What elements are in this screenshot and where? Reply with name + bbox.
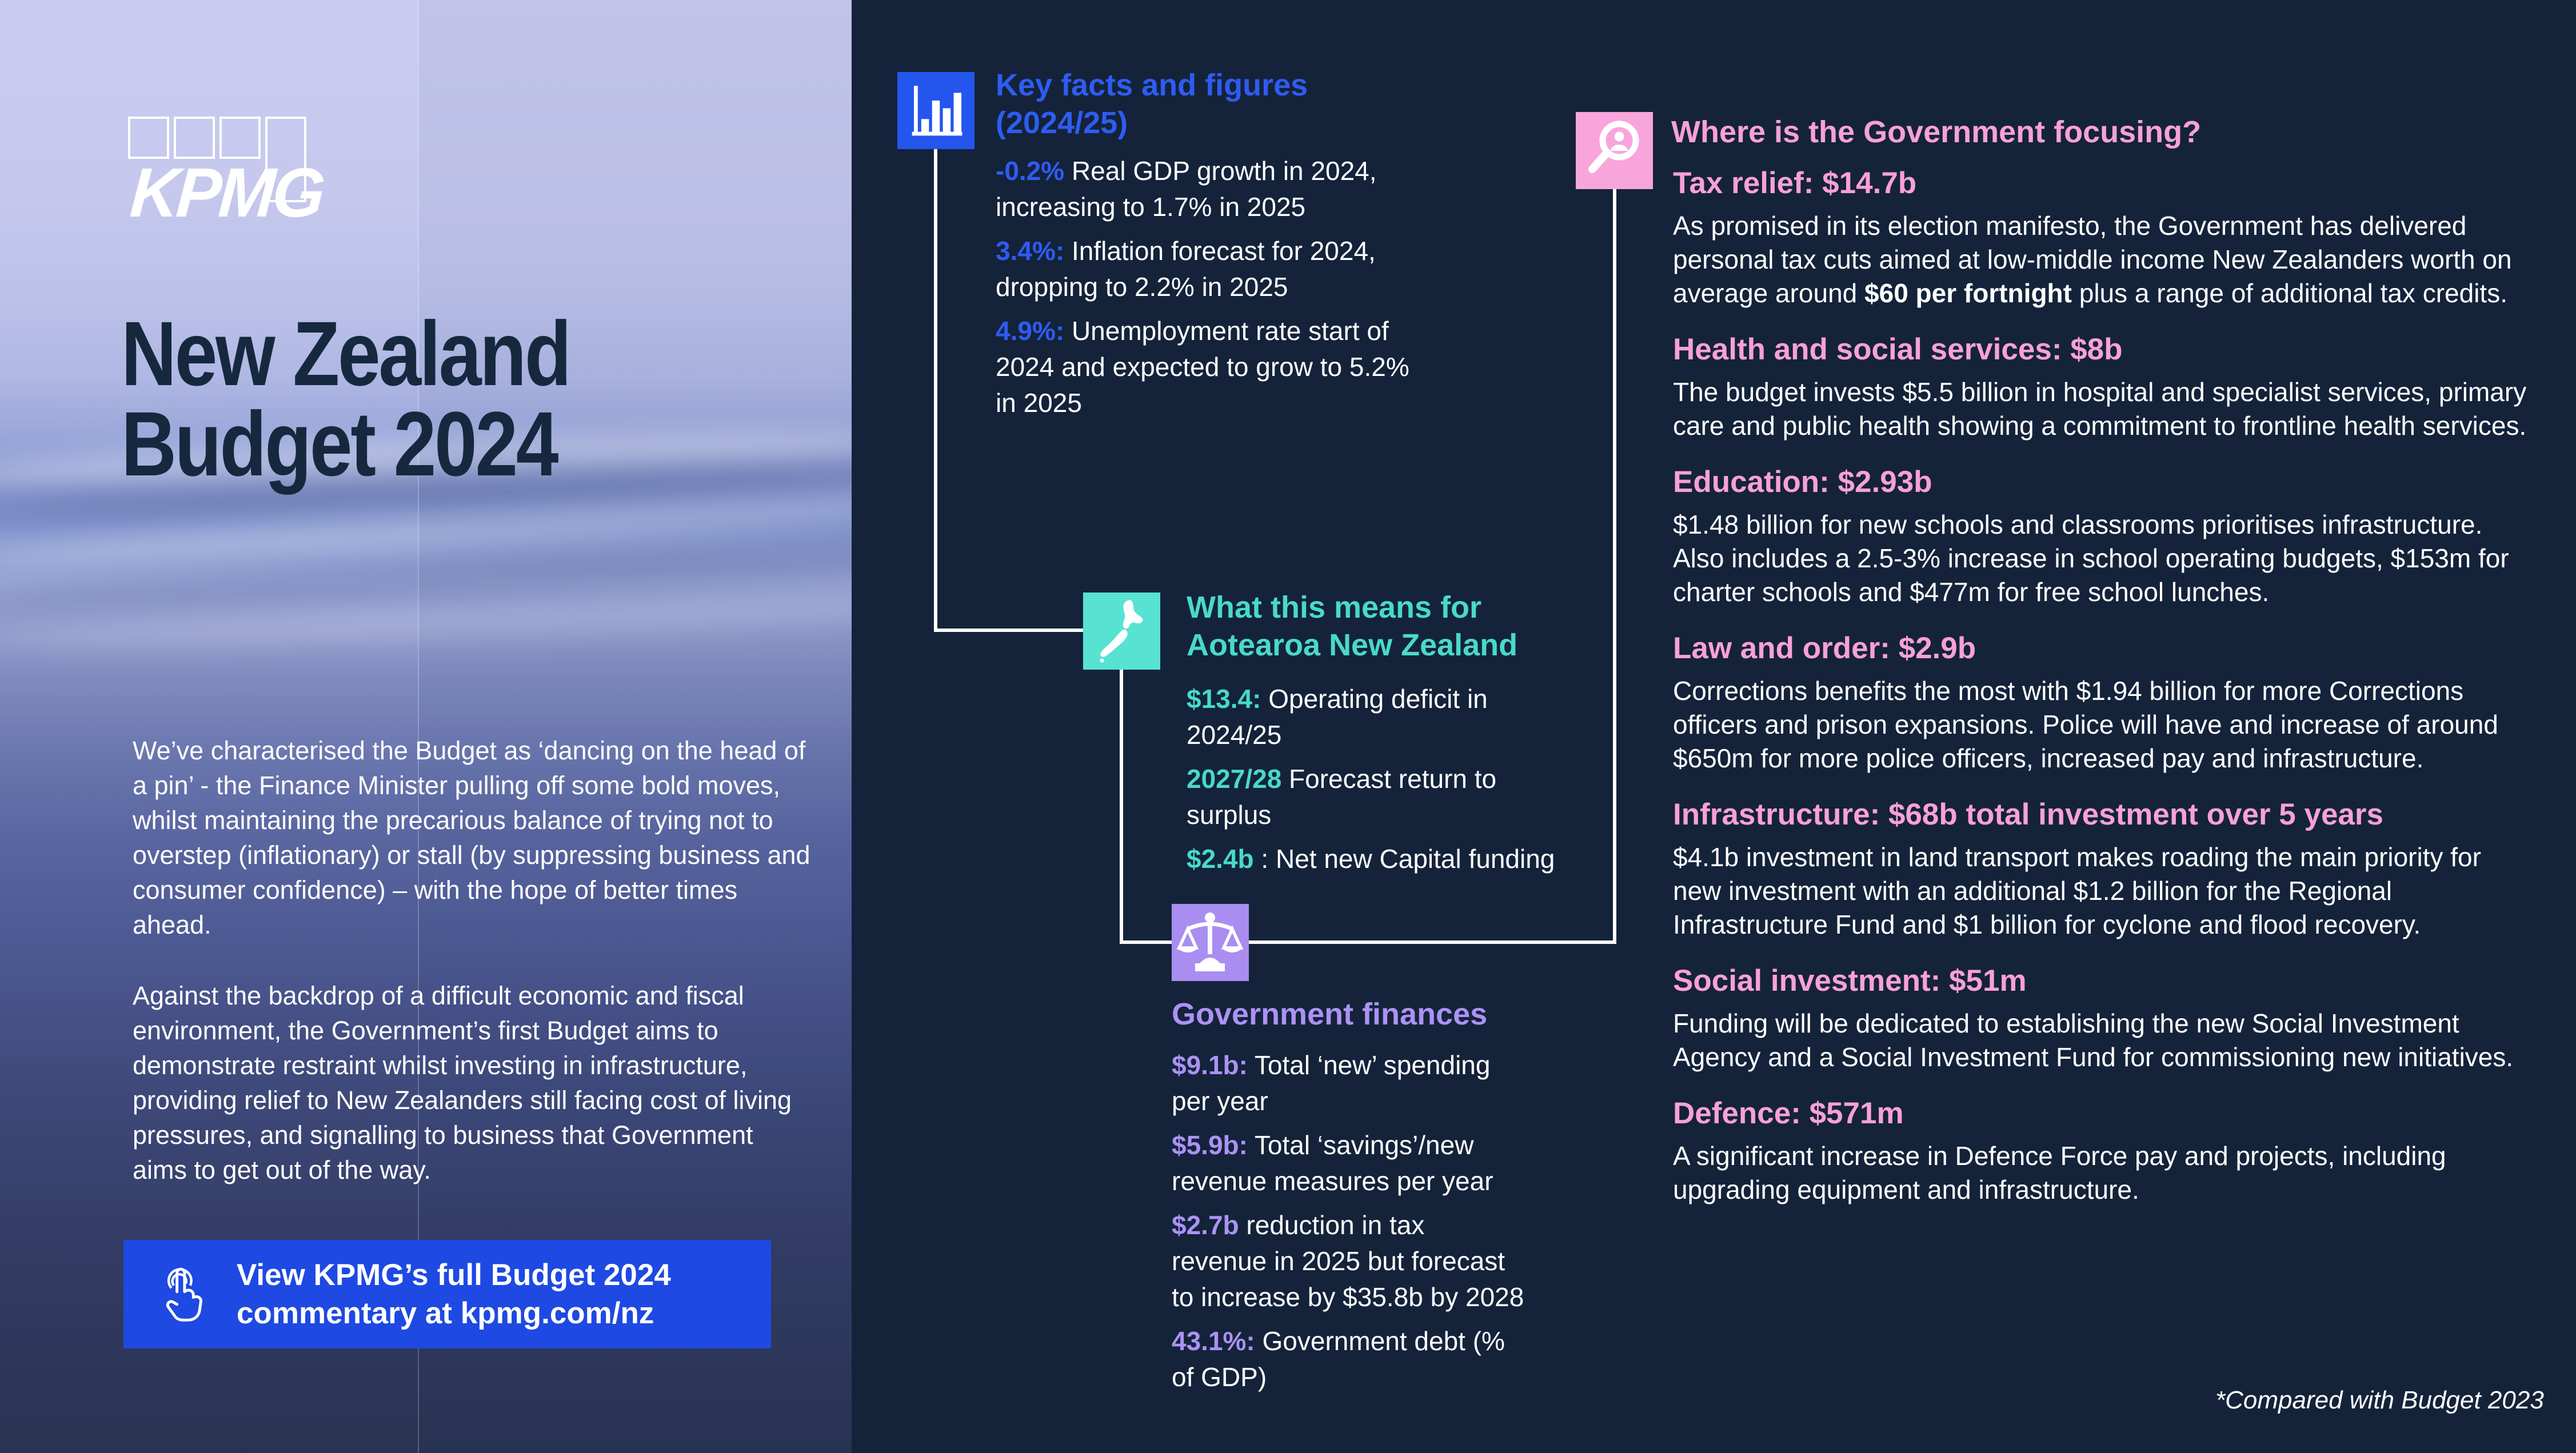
kpmg-logo	[127, 117, 334, 231]
government-finances-heading: Government finances	[1172, 997, 1488, 1031]
aotearoa-heading	[1187, 589, 1517, 664]
stat-govt-debt	[1172, 1323, 1526, 1395]
focus-section-defence	[1673, 1089, 2530, 1207]
stat-text: Operating deficit in 2024/25	[1187, 684, 1488, 750]
stat-value: $2.4b	[1187, 844, 1254, 874]
intro-paragraph-1: We’ve characterised the Budget as ‘dancing on the head of a pin’ - the Finance Minister pulling off some bold moves, whilst maintaining the precarious balance of trying not to overstep (inflationary) or stall (by suppressing business and consumer confidence) – with the hope of better times ahead.	[133, 736, 810, 939]
focus-section-body	[1673, 209, 2530, 310]
stat-text: Real GDP growth in 2024, increasing to 1.7% in 2025	[996, 156, 1377, 222]
stat-value: 2027/28	[1187, 764, 1282, 794]
focus-section-heading: Law and order: $2.9b	[1673, 631, 1976, 665]
fold-seam	[418, 0, 419, 1453]
stat-tax-revenue	[1172, 1207, 1526, 1315]
focus-section-body: Corrections benefits the most with $1.94 billion for more Corrections officers and prison expansions. Police will have and increase of around $650m for more police officers, increased pay and infrastructure.	[1673, 676, 2498, 773]
connector-line	[934, 629, 1085, 632]
page-title-line2: Budget 2024	[121, 393, 557, 495]
stat-value: 3.4%:	[996, 236, 1065, 266]
focus-section-health	[1673, 325, 2530, 443]
stat-new-spending	[1172, 1047, 1526, 1119]
focus-section-tax-relief	[1673, 167, 2530, 310]
connector-line	[934, 147, 937, 632]
stat-value: -0.2%	[996, 156, 1065, 186]
focus-section-body: $1.48 billion for new schools and classrooms prioritises infrastructure. Also includes a 2.5-3% increase in school operating budgets, $153m for charter schools and $477m for free school lunches.	[1673, 510, 2509, 607]
page-title-line1: New Zealand	[121, 302, 570, 405]
body-text-bold: $60 per fortnight	[1864, 278, 2072, 308]
logo-rect	[128, 117, 169, 159]
stat-gdp	[996, 153, 1413, 225]
focus-section-body: $4.1b investment in land transport makes roading the main priority for new investment with an additional $1.2 billion for the Regional Infrastructure Fund and $1 billion for cyclone and flood recovery.	[1673, 842, 2481, 939]
body-text: plus a range of additional tax credits.	[2071, 278, 2507, 308]
footnote: *Compared with Budget 2023	[2215, 1386, 2544, 1414]
focus-section-body: Funding will be dedicated to establishing the new Social Investment Agency and a Social Investment Fund for commissioning new initiatives.	[1673, 1008, 2514, 1072]
connector-line	[1120, 669, 1123, 944]
government-finances-stats	[1172, 1047, 1526, 1395]
logo-rect	[219, 117, 261, 159]
stat-text: Unemployment rate start of 2024 and expected to grow to 5.2% in 2025	[996, 316, 1409, 418]
new-zealand-map-icon	[1083, 593, 1160, 670]
kpmg-logo-wordmark: KPMG	[127, 154, 325, 231]
key-facts-heading	[996, 66, 1308, 142]
focus-section-body: A significant increase in Defence Force pay and projects, including upgrading equipment and infrastructure.	[1673, 1141, 2446, 1204]
connector-line	[1613, 187, 1616, 942]
focus-section-heading: Defence: $571m	[1673, 1096, 1904, 1130]
fold-shade	[419, 0, 852, 1453]
stat-text: Inflation forecast for 2024, dropping to 2.2% in 2025	[996, 236, 1376, 302]
stat-inflation	[996, 233, 1413, 305]
key-facts-heading-line1: Key facts and figures	[996, 68, 1308, 102]
stat-value: $5.9b:	[1172, 1130, 1248, 1160]
focus-section-law-order	[1673, 624, 2530, 775]
stat-savings	[1172, 1127, 1526, 1199]
logo-rect	[174, 117, 215, 159]
view-commentary-label	[237, 1256, 671, 1332]
aotearoa-heading-line1: What this means for	[1187, 590, 1482, 625]
stat-surplus	[1187, 761, 1581, 833]
key-facts-stats	[996, 153, 1413, 421]
stat-deficit	[1187, 681, 1581, 753]
stat-text: Government debt (% of GDP)	[1172, 1326, 1505, 1392]
focus-section-body: The budget invests $5.5 billion in hospital and specialist services, primary care and public health showing a commitment to frontline health services.	[1673, 377, 2527, 441]
stat-value: $13.4:	[1187, 684, 1261, 714]
focus-section-heading: Tax relief: $14.7b	[1673, 166, 1917, 200]
stat-capital	[1187, 841, 1581, 877]
focus-section-heading: Social investment: $51m	[1673, 964, 2027, 998]
stat-text: : Net new Capital funding	[1253, 844, 1555, 874]
focus-section-social-investment	[1673, 956, 2530, 1074]
focus-section-infrastructure	[1673, 790, 2530, 942]
focus-section-heading: Education: $2.93b	[1673, 465, 1932, 499]
aotearoa-heading-line2: Aotearoa New Zealand	[1187, 628, 1518, 662]
cta-label-line2: commentary at kpmg.com/nz	[237, 1296, 654, 1330]
cta-label-line1: View KPMG’s full Budget 2024	[237, 1258, 671, 1292]
stat-text: reduction in tax revenue in 2025 but forecast to increase by $35.8b by 2028	[1172, 1210, 1524, 1312]
focus-title: Where is the Government focusing?	[1671, 115, 2202, 149]
focus-sections	[1673, 167, 2530, 1222]
focus-section-heading: Infrastructure: $68b total investment over 5 years	[1673, 798, 2384, 831]
view-commentary-button[interactable]	[123, 1240, 771, 1348]
focus-section-education	[1673, 458, 2530, 609]
stat-unemployment	[996, 313, 1413, 421]
tap-hand-icon	[147, 1262, 210, 1327]
body-text: As promised in its election manifesto, the Government has delivered personal tax cuts aimed at low-middle income New Zealanders worth on average around	[1673, 211, 2512, 308]
scales-icon	[1172, 904, 1249, 981]
magnifier-person-icon	[1576, 112, 1653, 189]
cover-photo-panel	[0, 0, 852, 1453]
page-title	[121, 302, 570, 495]
focus-section-heading: Health and social services: $8b	[1673, 333, 2123, 366]
aotearoa-stats	[1187, 681, 1581, 877]
stat-text: Total ‘new’ spending per year	[1172, 1050, 1491, 1116]
stat-value: $9.1b:	[1172, 1050, 1248, 1080]
intro-paragraph-2: Against the backdrop of a difficult economic and fiscal environment, the Government’s first Budget aims to demonstrate restraint whilst investing in infrastructure, providing relief to New Zealanders still facing cost of living pressures, and signalling to business that Government aims to get out of the way.	[133, 981, 792, 1184]
stat-value: 43.1%:	[1172, 1326, 1255, 1356]
stat-text: Forecast return to surplus	[1187, 764, 1497, 830]
stat-text: Total ‘savings’/new revenue measures per year	[1172, 1130, 1493, 1196]
stat-value: 4.9%:	[996, 316, 1065, 346]
key-facts-heading-line2: (2024/25)	[996, 106, 1128, 140]
stat-value: $2.7b	[1172, 1210, 1239, 1240]
bar-chart-icon	[897, 72, 975, 149]
